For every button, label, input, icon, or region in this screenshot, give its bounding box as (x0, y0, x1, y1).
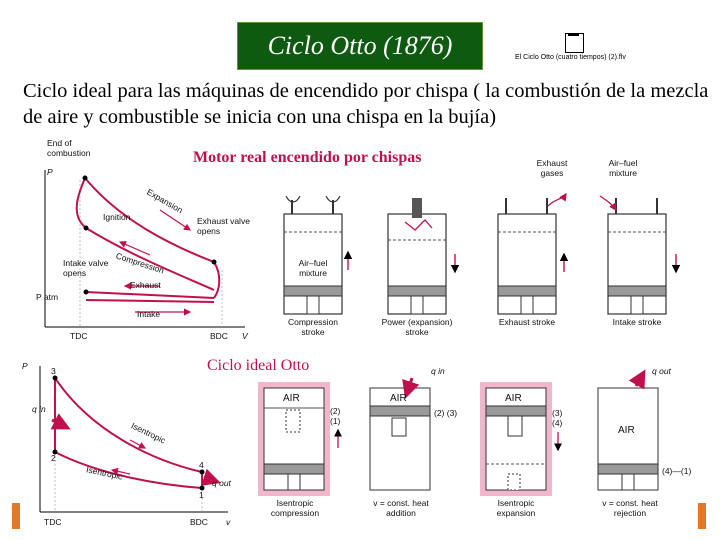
stage1-marks: (2) (1) (330, 406, 341, 426)
stroke-top-exhaust-gases: Exhaust gases (536, 158, 568, 178)
cylinder-inner-airfuel: Air–fuel mixture (298, 258, 328, 278)
stage4-marks: (4)—(1) (662, 466, 692, 476)
stage3-caption: Isentropic expansion (496, 498, 536, 518)
label-patm: P atm (36, 292, 59, 302)
stroke-top-airfuel: Air–fuel mixture (608, 158, 638, 178)
label-pt4: 4 (199, 460, 204, 470)
label-ideal-tdc: TDC (44, 517, 62, 527)
label-pt3: 3 (51, 366, 56, 376)
label-intake: Intake (137, 309, 161, 319)
label-exhaust: Exhaust (130, 280, 161, 290)
label-real-v: V (242, 331, 248, 341)
label-qin: q in (32, 404, 46, 414)
label-end-combustion: End of combustion (47, 138, 91, 158)
stage1-air: AIR (283, 393, 300, 404)
page-title: Ciclo Otto (1876) (267, 31, 453, 60)
stroke-caption-exhaust: Exhaust stroke (498, 317, 556, 327)
stage3-marks: (3) (4) (552, 408, 563, 428)
real-intake-line (86, 300, 214, 302)
label-real-bdc: BDC (210, 331, 228, 341)
label-pt2: 2 (51, 453, 56, 463)
stroke-caption-intake: Intake stroke (612, 317, 662, 327)
label-ideal-bdc: BDC (190, 517, 208, 527)
ideal-stages (258, 372, 658, 496)
decor-bar-left (12, 503, 20, 529)
decor-bar-right (698, 503, 706, 529)
real-engine-heading: Motor real encendido por chispas (193, 149, 422, 166)
label-ideal-v: v (226, 517, 231, 527)
label-real-p: P (47, 167, 53, 177)
stage3-air: AIR (505, 393, 522, 404)
label-compression: Compression (114, 250, 166, 276)
label-qout: q out (212, 478, 231, 488)
label-intake-valve: Intake valve opens (63, 258, 109, 278)
label-real-tdc: TDC (70, 331, 88, 341)
video-file-label[interactable]: El Ciclo Otto (cuatro tiempos) (2).flv (515, 54, 626, 61)
intro-text: Ciclo ideal para las máquinas de encendido por chispa ( la combustión de la mezcla de aire y combustible se inicia con una chispa en la bujía) (23, 80, 709, 128)
label-pt1: 1 (199, 490, 204, 500)
stage2-caption: v = const. heat addition (373, 498, 429, 518)
real-exhaust-line (86, 292, 214, 298)
label-exhaust-valve: Exhaust valve opens (197, 216, 250, 236)
real-cylinders (284, 194, 676, 314)
ideal-cycle-heading: Ciclo ideal Otto (207, 357, 310, 374)
label-expansion: Expansion (145, 186, 185, 216)
label-isentropic-2: Isentropic (85, 464, 124, 482)
stage4-q: q out (652, 366, 671, 376)
stage2-air: AIR (390, 393, 407, 404)
stage2-q: q in (431, 366, 445, 376)
label-isentropic-1: Isentropic (129, 420, 168, 446)
stage4-air: AIR (618, 425, 635, 436)
stroke-caption-power: Power (expansion) stroke (381, 317, 453, 337)
label-ignition: Ignition (103, 212, 131, 222)
stage2-marks: (2) (3) (434, 408, 458, 418)
label-ideal-p: P (22, 361, 28, 371)
stage4-caption: v = const. heat rejection (602, 498, 658, 518)
stage1-caption: Isentropic compression (270, 498, 320, 518)
stroke-caption-compression: Compression stroke (287, 317, 339, 337)
